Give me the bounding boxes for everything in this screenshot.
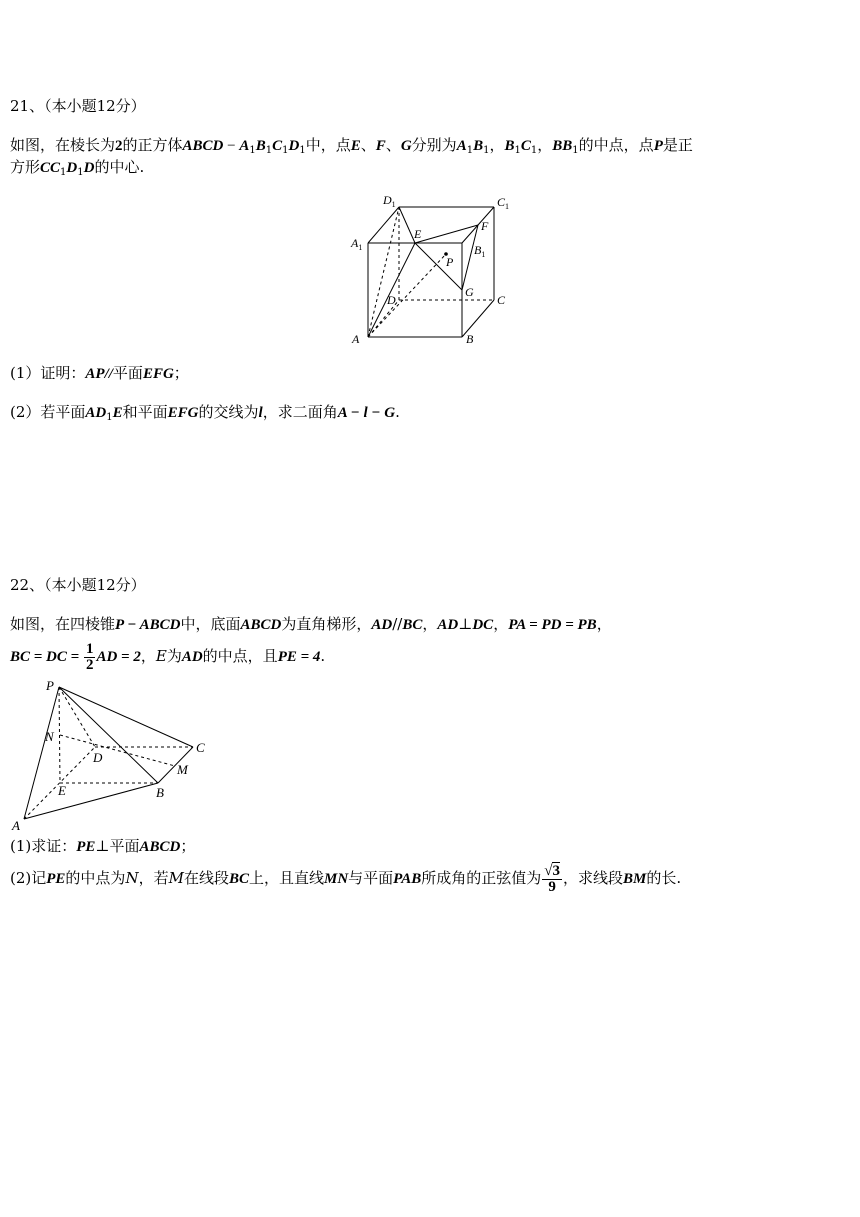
label-D: D xyxy=(93,750,103,765)
label-D1: $D_1$ xyxy=(383,193,396,209)
q22-header: 22、（本小题12分） xyxy=(10,576,146,594)
label-P: P xyxy=(446,255,454,269)
q21-intro-line1: 如图，在棱长为2的正方体ABCD − $A_1B_1C_1D_1$中，点E、F、G分别为$A_1B_1$，$B_1C_1$，$BB_1$的中点，点P是正 xyxy=(10,136,693,156)
label-C1: $C_1$ xyxy=(497,195,510,211)
label-E: E xyxy=(414,227,422,241)
segment-A-E xyxy=(368,243,415,337)
segment-E-G xyxy=(415,243,462,290)
edge-P-A xyxy=(24,687,59,819)
edge-A-B xyxy=(24,783,158,819)
segment-E-F xyxy=(415,225,478,243)
segment-N-M-hidden xyxy=(60,735,175,766)
q21-intro-line2: 方形$CC_1D_1D$的中心. xyxy=(10,158,145,178)
label-E: E xyxy=(58,783,66,798)
segment-D1-E xyxy=(399,207,415,243)
label-C: C xyxy=(196,740,205,755)
label-B: B xyxy=(156,785,164,800)
fraction-one-half: $\frac{1}{2}$ xyxy=(85,640,94,673)
q22-intro-line2: BC = DC = $\frac{1}{2}$ AD = 2，E为AD的中点，且PE = 4. xyxy=(10,640,326,673)
label-B1: $B_1$ xyxy=(474,243,486,259)
segment-P-E-hidden xyxy=(59,687,60,783)
pyramid-figure xyxy=(5,672,215,834)
label-B: B xyxy=(466,332,474,346)
label-C: C xyxy=(497,293,506,307)
segment-A-P-hidden xyxy=(368,254,446,337)
label-N: N xyxy=(45,729,54,744)
label-A: A xyxy=(12,818,20,833)
q21-part1: (1）证明：AP//平面EFG； xyxy=(10,364,189,382)
edge-P-B xyxy=(59,687,158,783)
label-G: G xyxy=(465,285,474,299)
cube-figure xyxy=(345,190,520,350)
label-D: D xyxy=(387,293,396,307)
label-P: P xyxy=(46,678,54,693)
edge-P-C xyxy=(59,687,193,747)
q22-part1: (1)求证：PE⊥平面ABCD； xyxy=(10,837,196,855)
label-F: F xyxy=(481,219,489,233)
fraction-sqrt3-over-9: $\frac{√3}{9}$ xyxy=(544,862,560,895)
q21-header: 21、（本小题12分） xyxy=(10,97,146,115)
q21-part2: (2）若平面$AD_1E$和平面EFG的交线为l，求二面角A − l − G. xyxy=(10,403,400,423)
label-M: M xyxy=(177,762,188,777)
label-A1: $A_1$ xyxy=(351,236,363,252)
q22-part2: (2)记PE的中点为N，若M在线段BC上，且直线MN与平面PAB所成角的正弦值为 $\frac{√3}{9}$ ，求线段BM的长. xyxy=(10,862,682,895)
label-A: A xyxy=(352,332,360,346)
q22-intro-line1: 如图，在四棱锥P − ABCD中，底面ABCD为直角梯形，AD//BC，AD⊥DC，PA = PD = PB， xyxy=(10,615,612,633)
segment-A-D1-hidden xyxy=(368,207,399,337)
